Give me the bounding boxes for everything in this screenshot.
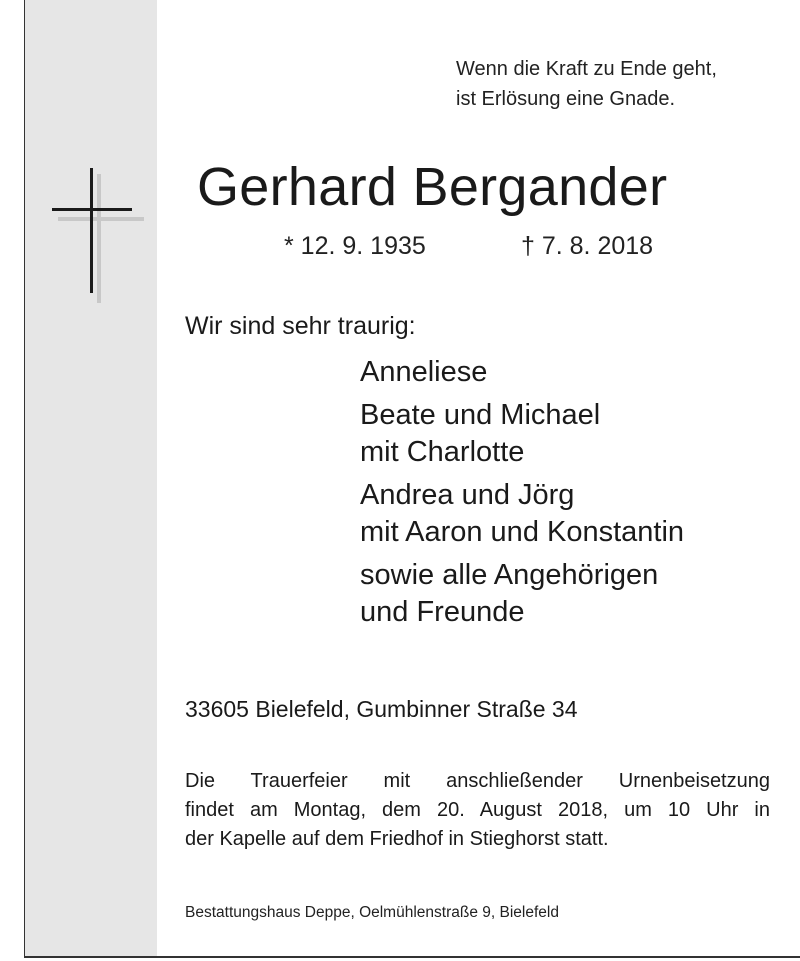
mourning-lead: Wir sind sehr traurig: — [185, 312, 416, 340]
mourner-group — [360, 354, 684, 391]
mourner-line: sowie alle Angehörigen — [360, 559, 659, 591]
mourner-line: Beate und Michael — [360, 399, 601, 431]
ceremony-line: Die Trauerfeier mit anschließender Urnenbeisetzung — [185, 770, 770, 792]
cross-icon — [50, 168, 150, 303]
mourner-group — [360, 477, 684, 551]
motto-line-1: Wenn die Kraft zu Ende geht, — [456, 58, 717, 80]
deceased-name: Gerhard Bergander — [197, 157, 668, 217]
family-address: 33605 Bielefeld, Gumbinner Straße 34 — [185, 696, 578, 722]
motto-line-2: ist Erlösung eine Gnade. — [456, 88, 676, 110]
mourner-line: mit Aaron und Konstantin — [360, 516, 685, 548]
left-gray-band — [25, 0, 157, 956]
death-date: † 7. 8. 2018 — [521, 232, 654, 260]
mourner-line: und Freunde — [360, 596, 525, 628]
undertaker-info: Bestattungshaus Deppe, Oelmühlenstraße 9, Bielefeld — [185, 904, 559, 921]
mourner-line: mit Charlotte — [360, 436, 525, 468]
ceremony-line: der Kapelle auf dem Friedhof in Stieghorst statt. — [185, 828, 609, 850]
ceremony-info — [185, 767, 770, 854]
mourners-list — [360, 354, 684, 637]
birth-date: * 12. 9. 1935 — [284, 232, 426, 260]
ceremony-line: findet am Montag, dem 20. August 2018, um 10 Uhr in — [185, 799, 770, 821]
mourner-line: Andrea und Jörg — [360, 479, 575, 511]
mourner-line: Anneliese — [360, 356, 488, 388]
mourner-group — [360, 557, 684, 631]
motto — [456, 54, 717, 114]
mourner-group — [360, 397, 684, 471]
